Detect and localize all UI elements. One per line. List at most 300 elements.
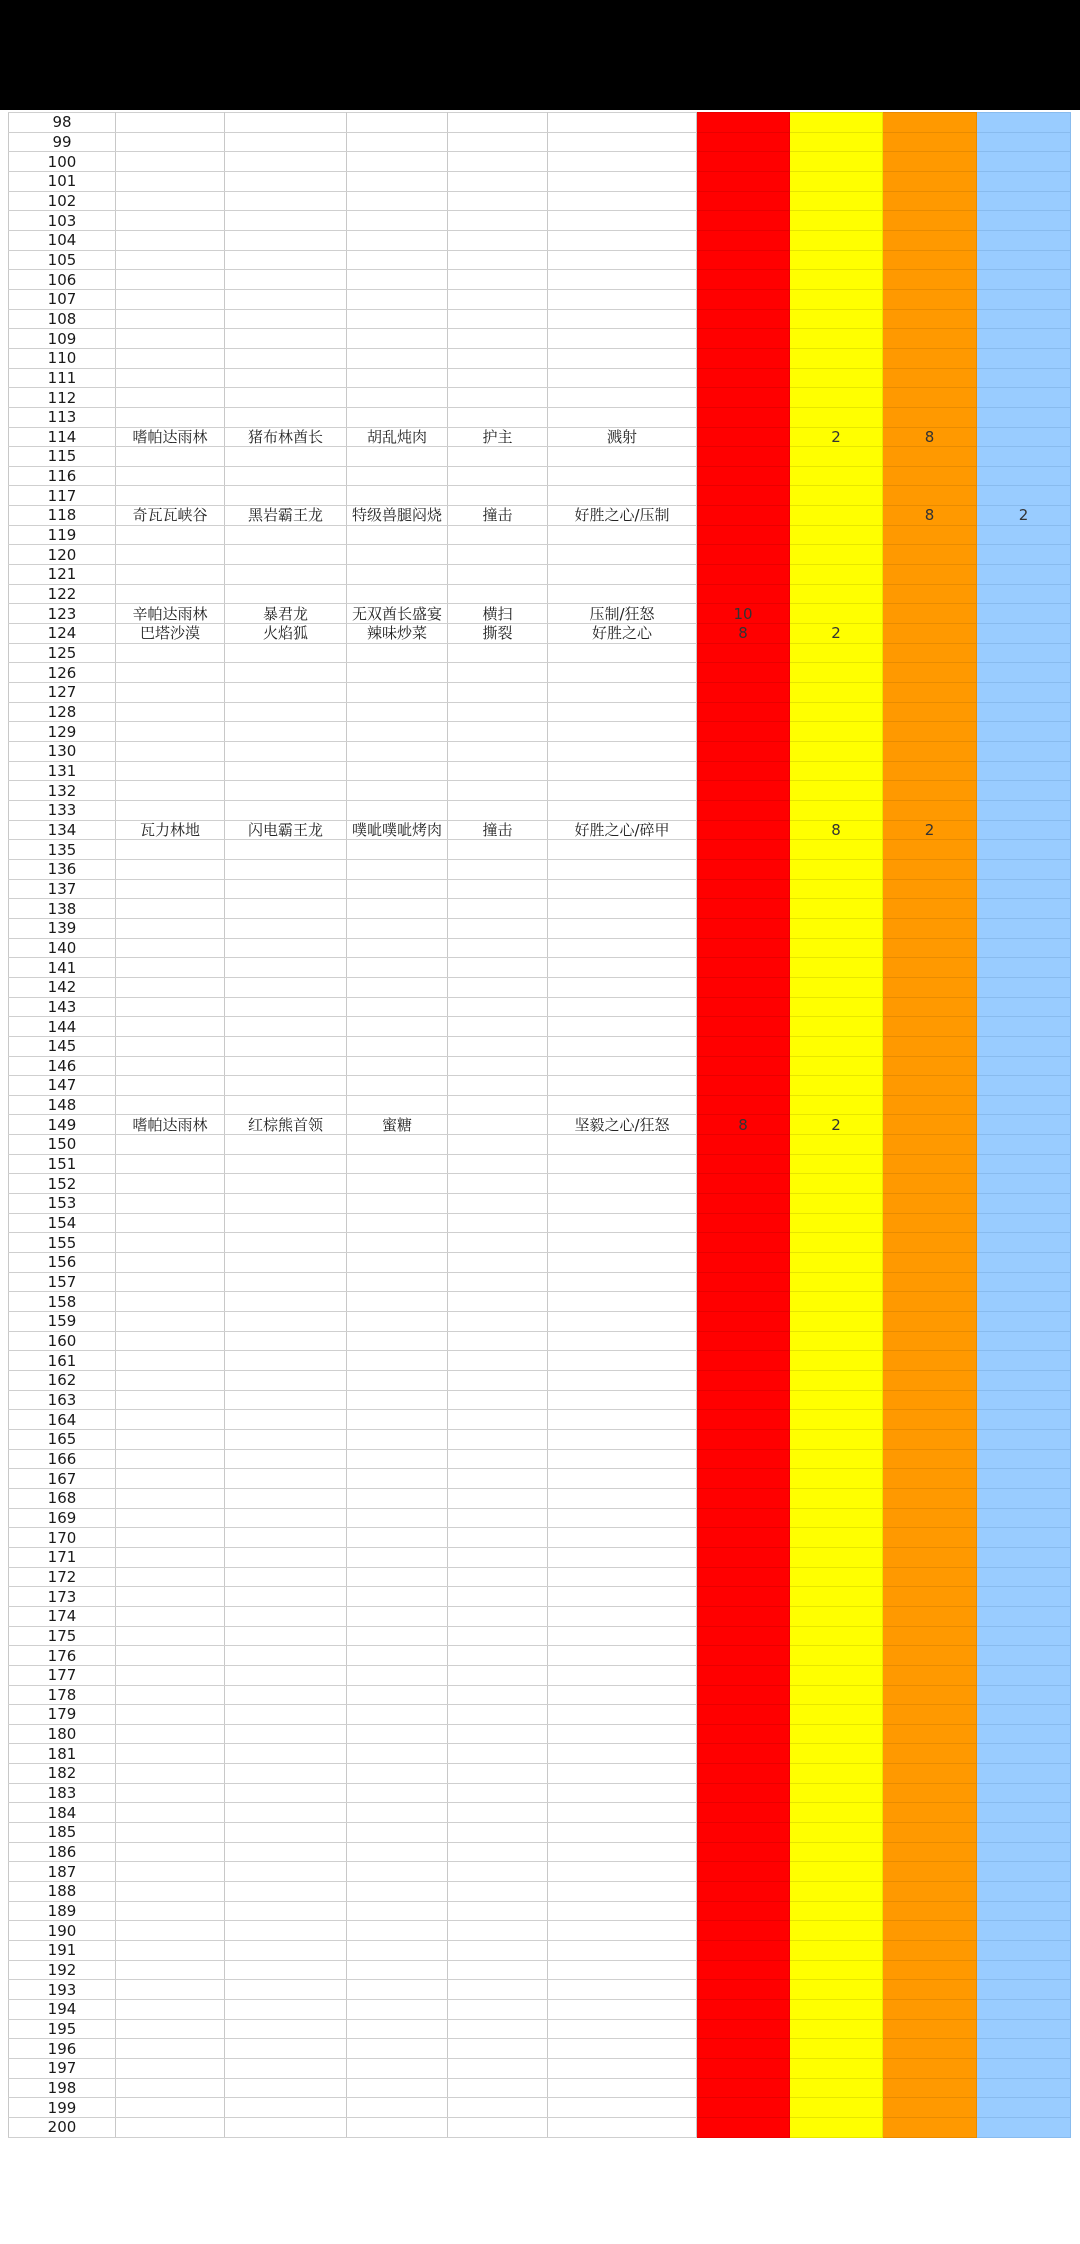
yellow-value-cell[interactable] — [790, 525, 883, 545]
blue-value-cell[interactable] — [977, 230, 1071, 250]
blue-value-cell[interactable] — [977, 191, 1071, 211]
yellow-value-cell[interactable] — [790, 859, 883, 879]
red-value-cell[interactable] — [697, 859, 790, 879]
trait-cell[interactable] — [548, 388, 697, 408]
boss-cell[interactable] — [225, 565, 347, 585]
orange-value-cell[interactable] — [883, 1233, 977, 1253]
skill-cell[interactable] — [448, 1056, 548, 1076]
orange-value-cell[interactable] — [883, 624, 977, 644]
dish-cell[interactable] — [347, 1587, 448, 1607]
blue-value-cell[interactable] — [977, 1764, 1071, 1784]
skill-cell[interactable] — [448, 1449, 548, 1469]
orange-value-cell[interactable] — [883, 2000, 977, 2020]
row-number[interactable]: 154 — [9, 1213, 116, 1233]
yellow-value-cell[interactable] — [790, 958, 883, 978]
red-value-cell[interactable] — [697, 958, 790, 978]
trait-cell[interactable] — [548, 486, 697, 506]
yellow-value-cell[interactable] — [790, 289, 883, 309]
orange-value-cell[interactable] — [883, 1744, 977, 1764]
row-number[interactable]: 152 — [9, 1174, 116, 1194]
dish-cell[interactable] — [347, 1017, 448, 1037]
trait-cell[interactable] — [548, 1567, 697, 1587]
red-value-cell[interactable] — [697, 2058, 790, 2078]
trait-cell[interactable] — [548, 1803, 697, 1823]
yellow-value-cell[interactable] — [790, 2039, 883, 2059]
trait-cell[interactable] — [548, 152, 697, 172]
yellow-value-cell[interactable] — [790, 171, 883, 191]
blue-value-cell[interactable] — [977, 1429, 1071, 1449]
yellow-value-cell[interactable] — [790, 447, 883, 467]
row-number[interactable]: 188 — [9, 1882, 116, 1902]
blue-value-cell[interactable] — [977, 348, 1071, 368]
skill-cell[interactable] — [448, 761, 548, 781]
orange-value-cell[interactable] — [883, 230, 977, 250]
red-value-cell[interactable] — [697, 800, 790, 820]
orange-value-cell[interactable] — [883, 1174, 977, 1194]
trait-cell[interactable] — [548, 1744, 697, 1764]
boss-cell[interactable] — [225, 1823, 347, 1843]
region-cell[interactable] — [116, 1862, 225, 1882]
red-value-cell[interactable] — [697, 1724, 790, 1744]
trait-cell[interactable] — [548, 1429, 697, 1449]
trait-cell[interactable] — [548, 132, 697, 152]
region-cell[interactable] — [116, 879, 225, 899]
red-value-cell[interactable] — [697, 977, 790, 997]
region-cell[interactable] — [116, 1744, 225, 1764]
dish-cell[interactable] — [347, 2039, 448, 2059]
orange-value-cell[interactable] — [883, 1724, 977, 1744]
dish-cell[interactable] — [347, 584, 448, 604]
trait-cell[interactable] — [548, 2117, 697, 2137]
red-value-cell[interactable] — [697, 1705, 790, 1725]
region-cell[interactable] — [116, 1921, 225, 1941]
trait-cell[interactable] — [548, 2098, 697, 2118]
orange-value-cell[interactable] — [883, 1115, 977, 1135]
region-cell[interactable] — [116, 683, 225, 703]
region-cell[interactable] — [116, 1764, 225, 1784]
skill-cell[interactable] — [448, 2039, 548, 2059]
boss-cell[interactable] — [225, 722, 347, 742]
blue-value-cell[interactable] — [977, 388, 1071, 408]
region-cell[interactable] — [116, 289, 225, 309]
blue-value-cell[interactable] — [977, 289, 1071, 309]
boss-cell[interactable] — [225, 1017, 347, 1037]
trait-cell[interactable] — [548, 1095, 697, 1115]
red-value-cell[interactable] — [697, 113, 790, 133]
red-value-cell[interactable]: 10 — [697, 604, 790, 624]
blue-value-cell[interactable] — [977, 879, 1071, 899]
dish-cell[interactable] — [347, 1312, 448, 1332]
red-value-cell[interactable] — [697, 132, 790, 152]
boss-cell[interactable] — [225, 742, 347, 762]
blue-value-cell[interactable] — [977, 1862, 1071, 1882]
yellow-value-cell[interactable] — [790, 1331, 883, 1351]
region-cell[interactable]: 嗜帕达雨林 — [116, 1115, 225, 1135]
region-cell[interactable] — [116, 250, 225, 270]
dish-cell[interactable] — [347, 1508, 448, 1528]
yellow-value-cell[interactable] — [790, 663, 883, 683]
blue-value-cell[interactable]: 2 — [977, 506, 1071, 526]
row-number[interactable]: 145 — [9, 1036, 116, 1056]
trait-cell[interactable] — [548, 309, 697, 329]
row-number[interactable]: 168 — [9, 1488, 116, 1508]
boss-cell[interactable] — [225, 2019, 347, 2039]
red-value-cell[interactable] — [697, 1882, 790, 1902]
blue-value-cell[interactable] — [977, 1744, 1071, 1764]
red-value-cell[interactable] — [697, 2039, 790, 2059]
blue-value-cell[interactable] — [977, 1960, 1071, 1980]
trait-cell[interactable] — [548, 1449, 697, 1469]
row-number[interactable]: 155 — [9, 1233, 116, 1253]
red-value-cell[interactable] — [697, 1312, 790, 1332]
boss-cell[interactable] — [225, 1921, 347, 1941]
dish-cell[interactable] — [347, 132, 448, 152]
boss-cell[interactable] — [225, 663, 347, 683]
row-number[interactable]: 172 — [9, 1567, 116, 1587]
trait-cell[interactable] — [548, 2039, 697, 2059]
skill-cell[interactable] — [448, 565, 548, 585]
trait-cell[interactable] — [548, 1528, 697, 1548]
yellow-value-cell[interactable] — [790, 2058, 883, 2078]
trait-cell[interactable] — [548, 1941, 697, 1961]
boss-cell[interactable] — [225, 1331, 347, 1351]
boss-cell[interactable] — [225, 2058, 347, 2078]
skill-cell[interactable] — [448, 1567, 548, 1587]
boss-cell[interactable] — [225, 2098, 347, 2118]
yellow-value-cell[interactable] — [790, 722, 883, 742]
red-value-cell[interactable] — [697, 329, 790, 349]
blue-value-cell[interactable] — [977, 1783, 1071, 1803]
blue-value-cell[interactable] — [977, 1194, 1071, 1214]
orange-value-cell[interactable] — [883, 1547, 977, 1567]
trait-cell[interactable] — [548, 1154, 697, 1174]
region-cell[interactable] — [116, 1823, 225, 1843]
red-value-cell[interactable] — [697, 742, 790, 762]
region-cell[interactable] — [116, 1882, 225, 1902]
orange-value-cell[interactable] — [883, 2117, 977, 2137]
red-value-cell[interactable] — [697, 1429, 790, 1449]
skill-cell[interactable] — [448, 466, 548, 486]
red-value-cell[interactable] — [697, 1253, 790, 1273]
blue-value-cell[interactable] — [977, 427, 1071, 447]
blue-value-cell[interactable] — [977, 368, 1071, 388]
skill-cell[interactable] — [448, 1528, 548, 1548]
yellow-value-cell[interactable] — [790, 1705, 883, 1725]
dish-cell[interactable] — [347, 1076, 448, 1096]
skill-cell[interactable] — [448, 997, 548, 1017]
orange-value-cell[interactable] — [883, 1036, 977, 1056]
trait-cell[interactable] — [548, 1292, 697, 1312]
dish-cell[interactable] — [347, 1351, 448, 1371]
boss-cell[interactable] — [225, 132, 347, 152]
skill-cell[interactable] — [448, 1410, 548, 1430]
skill-cell[interactable] — [448, 1253, 548, 1273]
trait-cell[interactable] — [548, 1705, 697, 1725]
trait-cell[interactable] — [548, 466, 697, 486]
blue-value-cell[interactable] — [977, 1056, 1071, 1076]
red-value-cell[interactable] — [697, 525, 790, 545]
dish-cell[interactable] — [347, 1154, 448, 1174]
blue-value-cell[interactable] — [977, 407, 1071, 427]
red-value-cell[interactable] — [697, 761, 790, 781]
orange-value-cell[interactable] — [883, 1095, 977, 1115]
boss-cell[interactable] — [225, 997, 347, 1017]
yellow-value-cell[interactable] — [790, 1665, 883, 1685]
boss-cell[interactable] — [225, 879, 347, 899]
row-number[interactable]: 186 — [9, 1842, 116, 1862]
yellow-value-cell[interactable] — [790, 2117, 883, 2137]
region-cell[interactable]: 巴塔沙漠 — [116, 624, 225, 644]
red-value-cell[interactable]: 8 — [697, 624, 790, 644]
trait-cell[interactable] — [548, 1371, 697, 1391]
orange-value-cell[interactable] — [883, 1705, 977, 1725]
skill-cell[interactable] — [448, 663, 548, 683]
region-cell[interactable] — [116, 1587, 225, 1607]
red-value-cell[interactable] — [697, 1547, 790, 1567]
boss-cell[interactable] — [225, 171, 347, 191]
orange-value-cell[interactable] — [883, 1312, 977, 1332]
trait-cell[interactable] — [548, 2078, 697, 2098]
boss-cell[interactable] — [225, 1783, 347, 1803]
blue-value-cell[interactable] — [977, 447, 1071, 467]
row-number[interactable]: 194 — [9, 2000, 116, 2020]
skill-cell[interactable] — [448, 1547, 548, 1567]
trait-cell[interactable] — [548, 407, 697, 427]
trait-cell[interactable]: 溅射 — [548, 427, 697, 447]
skill-cell[interactable] — [448, 407, 548, 427]
orange-value-cell[interactable] — [883, 722, 977, 742]
red-value-cell[interactable] — [697, 1685, 790, 1705]
blue-value-cell[interactable] — [977, 702, 1071, 722]
row-number[interactable]: 166 — [9, 1449, 116, 1469]
trait-cell[interactable] — [548, 171, 697, 191]
dish-cell[interactable] — [347, 565, 448, 585]
red-value-cell[interactable] — [697, 1194, 790, 1214]
orange-value-cell[interactable] — [883, 368, 977, 388]
boss-cell[interactable] — [225, 1803, 347, 1823]
boss-cell[interactable] — [225, 1233, 347, 1253]
skill-cell[interactable]: 护主 — [448, 427, 548, 447]
yellow-value-cell[interactable] — [790, 1410, 883, 1430]
blue-value-cell[interactable] — [977, 171, 1071, 191]
region-cell[interactable] — [116, 918, 225, 938]
yellow-value-cell[interactable] — [790, 2078, 883, 2098]
boss-cell[interactable] — [225, 1606, 347, 1626]
yellow-value-cell[interactable] — [790, 152, 883, 172]
trait-cell[interactable] — [548, 840, 697, 860]
row-number[interactable]: 191 — [9, 1941, 116, 1961]
trait-cell[interactable] — [548, 1135, 697, 1155]
boss-cell[interactable] — [225, 1980, 347, 2000]
region-cell[interactable] — [116, 840, 225, 860]
yellow-value-cell[interactable] — [790, 486, 883, 506]
boss-cell[interactable] — [225, 1665, 347, 1685]
orange-value-cell[interactable] — [883, 1528, 977, 1548]
dish-cell[interactable] — [347, 1528, 448, 1548]
blue-value-cell[interactable] — [977, 565, 1071, 585]
boss-cell[interactable] — [225, 761, 347, 781]
row-number[interactable]: 138 — [9, 899, 116, 919]
orange-value-cell[interactable] — [883, 584, 977, 604]
dish-cell[interactable]: 蜜糖 — [347, 1115, 448, 1135]
dish-cell[interactable] — [347, 761, 448, 781]
yellow-value-cell[interactable] — [790, 1547, 883, 1567]
skill-cell[interactable] — [448, 1194, 548, 1214]
red-value-cell[interactable] — [697, 1665, 790, 1685]
blue-value-cell[interactable] — [977, 466, 1071, 486]
region-cell[interactable] — [116, 447, 225, 467]
trait-cell[interactable] — [548, 918, 697, 938]
red-value-cell[interactable] — [697, 2098, 790, 2118]
yellow-value-cell[interactable] — [790, 191, 883, 211]
region-cell[interactable] — [116, 859, 225, 879]
yellow-value-cell[interactable] — [790, 1626, 883, 1646]
orange-value-cell[interactable] — [883, 447, 977, 467]
trait-cell[interactable] — [548, 1823, 697, 1843]
row-number[interactable]: 114 — [9, 427, 116, 447]
row-number[interactable]: 150 — [9, 1135, 116, 1155]
region-cell[interactable] — [116, 1253, 225, 1273]
region-cell[interactable] — [116, 800, 225, 820]
row-number[interactable]: 99 — [9, 132, 116, 152]
dish-cell[interactable] — [347, 918, 448, 938]
orange-value-cell[interactable] — [883, 1331, 977, 1351]
row-number[interactable]: 158 — [9, 1292, 116, 1312]
dish-cell[interactable] — [347, 1842, 448, 1862]
boss-cell[interactable] — [225, 329, 347, 349]
boss-cell[interactable] — [225, 1135, 347, 1155]
red-value-cell[interactable] — [697, 663, 790, 683]
yellow-value-cell[interactable] — [790, 1174, 883, 1194]
dish-cell[interactable] — [347, 1469, 448, 1489]
blue-value-cell[interactable] — [977, 1076, 1071, 1096]
dish-cell[interactable] — [347, 2117, 448, 2137]
region-cell[interactable] — [116, 486, 225, 506]
yellow-value-cell[interactable] — [790, 1646, 883, 1666]
boss-cell[interactable] — [225, 545, 347, 565]
trait-cell[interactable] — [548, 2000, 697, 2020]
orange-value-cell[interactable] — [883, 1253, 977, 1273]
region-cell[interactable] — [116, 132, 225, 152]
blue-value-cell[interactable] — [977, 1095, 1071, 1115]
yellow-value-cell[interactable] — [790, 1882, 883, 1902]
skill-cell[interactable] — [448, 368, 548, 388]
skill-cell[interactable] — [448, 211, 548, 231]
orange-value-cell[interactable] — [883, 1626, 977, 1646]
row-number[interactable]: 199 — [9, 2098, 116, 2118]
region-cell[interactable] — [116, 899, 225, 919]
region-cell[interactable] — [116, 113, 225, 133]
yellow-value-cell[interactable]: 8 — [790, 820, 883, 840]
dish-cell[interactable] — [347, 1901, 448, 1921]
region-cell[interactable] — [116, 2039, 225, 2059]
row-number[interactable]: 132 — [9, 781, 116, 801]
blue-value-cell[interactable] — [977, 2117, 1071, 2137]
region-cell[interactable] — [116, 1036, 225, 1056]
region-cell[interactable] — [116, 1783, 225, 1803]
boss-cell[interactable] — [225, 840, 347, 860]
dish-cell[interactable] — [347, 329, 448, 349]
trait-cell[interactable] — [548, 230, 697, 250]
dish-cell[interactable] — [347, 289, 448, 309]
dish-cell[interactable] — [347, 643, 448, 663]
trait-cell[interactable] — [548, 859, 697, 879]
trait-cell[interactable] — [548, 1980, 697, 2000]
row-number[interactable]: 101 — [9, 171, 116, 191]
skill-cell[interactable] — [448, 1331, 548, 1351]
row-number[interactable]: 146 — [9, 1056, 116, 1076]
skill-cell[interactable] — [448, 800, 548, 820]
dish-cell[interactable] — [347, 447, 448, 467]
trait-cell[interactable] — [548, 1253, 697, 1273]
blue-value-cell[interactable] — [977, 1980, 1071, 2000]
yellow-value-cell[interactable] — [790, 506, 883, 526]
region-cell[interactable] — [116, 781, 225, 801]
skill-cell[interactable] — [448, 230, 548, 250]
orange-value-cell[interactable] — [883, 1213, 977, 1233]
dish-cell[interactable] — [347, 958, 448, 978]
trait-cell[interactable] — [548, 250, 697, 270]
trait-cell[interactable] — [548, 1017, 697, 1037]
dish-cell[interactable] — [347, 1803, 448, 1823]
skill-cell[interactable] — [448, 1646, 548, 1666]
red-value-cell[interactable] — [697, 1036, 790, 1056]
orange-value-cell[interactable] — [883, 1351, 977, 1371]
trait-cell[interactable] — [548, 702, 697, 722]
yellow-value-cell[interactable] — [790, 1429, 883, 1449]
dish-cell[interactable] — [347, 1331, 448, 1351]
trait-cell[interactable] — [548, 1882, 697, 1902]
red-value-cell[interactable] — [697, 683, 790, 703]
orange-value-cell[interactable] — [883, 1371, 977, 1391]
orange-value-cell[interactable] — [883, 663, 977, 683]
dish-cell[interactable] — [347, 1036, 448, 1056]
dish-cell[interactable] — [347, 113, 448, 133]
red-value-cell[interactable] — [697, 1960, 790, 1980]
trait-cell[interactable] — [548, 1842, 697, 1862]
red-value-cell[interactable] — [697, 1783, 790, 1803]
orange-value-cell[interactable] — [883, 211, 977, 231]
skill-cell[interactable] — [448, 1980, 548, 2000]
region-cell[interactable] — [116, 191, 225, 211]
row-number[interactable]: 170 — [9, 1528, 116, 1548]
orange-value-cell[interactable] — [883, 1194, 977, 1214]
skill-cell[interactable] — [448, 702, 548, 722]
skill-cell[interactable] — [448, 1292, 548, 1312]
trait-cell[interactable] — [548, 1213, 697, 1233]
orange-value-cell[interactable] — [883, 1154, 977, 1174]
dish-cell[interactable] — [347, 1547, 448, 1567]
dish-cell[interactable] — [347, 348, 448, 368]
red-value-cell[interactable] — [697, 781, 790, 801]
yellow-value-cell[interactable] — [790, 1056, 883, 1076]
dish-cell[interactable] — [347, 1095, 448, 1115]
orange-value-cell[interactable] — [883, 407, 977, 427]
trait-cell[interactable] — [548, 1783, 697, 1803]
orange-value-cell[interactable] — [883, 1292, 977, 1312]
boss-cell[interactable] — [225, 1213, 347, 1233]
skill-cell[interactable] — [448, 977, 548, 997]
dish-cell[interactable] — [347, 938, 448, 958]
trait-cell[interactable]: 压制/狂怒 — [548, 604, 697, 624]
dish-cell[interactable] — [347, 722, 448, 742]
trait-cell[interactable] — [548, 958, 697, 978]
skill-cell[interactable] — [448, 191, 548, 211]
row-number[interactable]: 147 — [9, 1076, 116, 1096]
blue-value-cell[interactable] — [977, 1272, 1071, 1292]
region-cell[interactable] — [116, 309, 225, 329]
row-number[interactable]: 149 — [9, 1115, 116, 1135]
